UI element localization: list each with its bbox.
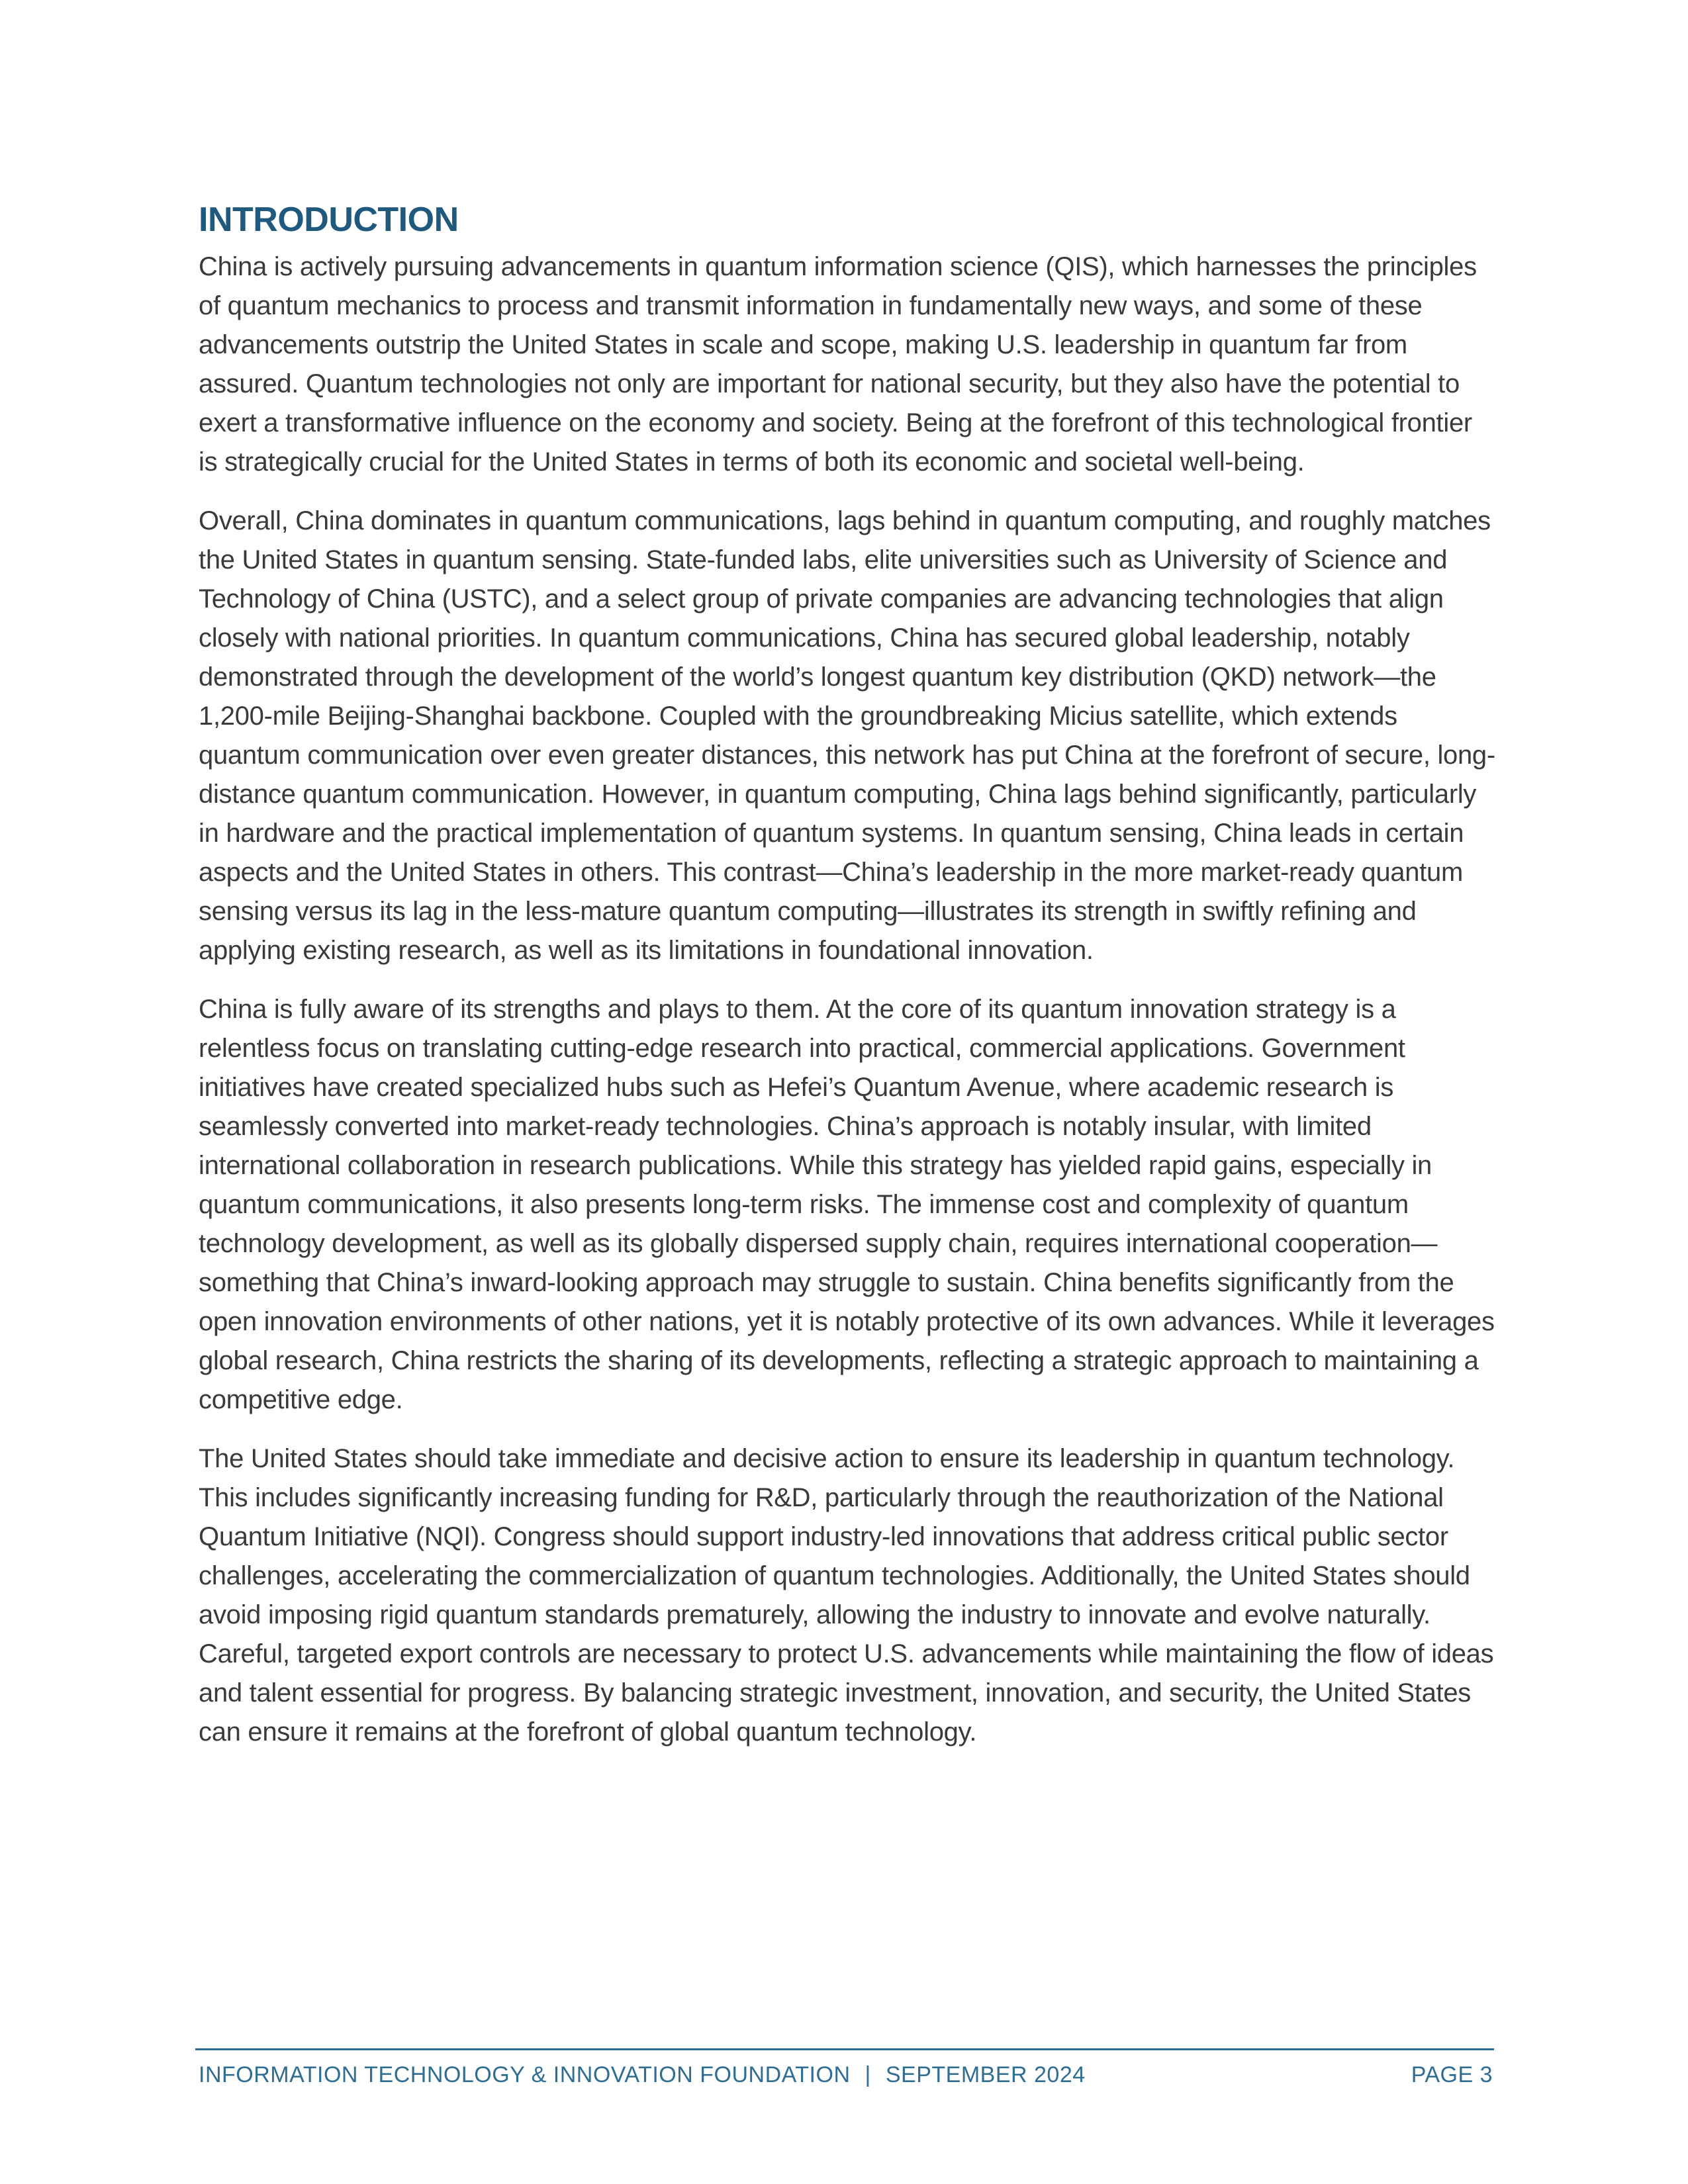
footer-left xyxy=(199,2062,1086,2088)
footer-page-number: PAGE 3 xyxy=(1411,2062,1493,2087)
footer-organization: INFORMATION TECHNOLOGY & INNOVATION FOUNDATION xyxy=(199,2062,851,2087)
footer-separator: | xyxy=(865,2062,871,2087)
paragraph-1: China is actively pursuing advancements in quantum information science (QIS), which harnesses the principles of quantum mechanics to process and transmit information in fundamentally new ways, and some of these advancements outstrip the United States in scale and scope, making U.S. leadership in quantum far from assured. Quantum technologies not only are important for national security, but they also have the potential to exert a transformative influence on the economy and society. Being at the forefront of this technological frontier is strategically crucial for the United States in terms of both its economic and societal well-being. xyxy=(199,252,1477,477)
footer-date: SEPTEMBER 2024 xyxy=(885,2062,1086,2087)
document-body xyxy=(199,199,1496,1772)
paragraph-4: The United States should take immediate and decisive action to ensure its leadership in quantum technology. This includes significantly increasing funding for R&D, particularly through the reauthorization of the National Quantum Initiative (NQI). Congress should support industry-led innovations that address critical public sector challenges, accelerating the commercialization of quantum technologies. Additionally, the United States should avoid imposing rigid quantum standards prematurely, allowing the industry to innovate and evolve naturally. Careful, targeted export controls are necessary to protect U.S. advancements while maintaining the flow of ideas and talent essential for progress. By balancing strategic investment, innovation, and security, the United States can ensure it remains at the forefront of global quantum technology. xyxy=(199,1444,1494,1747)
paragraph-3: China is fully aware of its strengths and plays to them. At the core of its quantum innovation strategy is a relentless focus on translating cutting-edge research into practical, commercial applications. Government initiatives have created specialized hubs such as Hefei’s Quantum Avenue, where academic research is seamlessly converted into market-ready technologies. China’s approach is notably insular, with limited international collaboration in research publications. While this strategy has yielded rapid gains, especially in quantum communications, it also presents long-term risks. The immense cost and complexity of quantum technology development, as well as its globally dispersed supply chain, requires international cooperation—something that China’s inward-looking approach may struggle to sustain. China benefits significantly from the open innovation environments of other nations, yet it is notably protective of its own advances. While it leverages global research, China restricts the sharing of its developments, reflecting a strategic approach to maintaining a competitive edge. xyxy=(199,995,1495,1414)
footer-divider xyxy=(195,2048,1494,2050)
section-heading: INTRODUCTION xyxy=(199,201,459,239)
paragraph-2: Overall, China dominates in quantum communications, lags behind in quantum computing, and roughly matches the United States in quantum sensing. State-funded labs, elite universities such as University of Science and Technology of China (USTC), and a select group of private companies are advancing technologies that align closely with national priorities. In quantum communications, China has secured global leadership, notably demonstrated through the development of the world’s longest quantum key distribution (QKD) network—the 1,200-mile Beijing-Shanghai backbone. Coupled with the groundbreaking Micius satellite, which extends quantum communication over even greater distances, this network has put China at the forefront of secure, long-distance quantum communication. However, in quantum computing, China lags behind significantly, particularly in hardware and the practical implementation of quantum systems. In quantum sensing, China leads in certain aspects and the United States in others. This contrast—China’s leadership in the more market-ready quantum sensing versus its lag in the less-mature quantum computing—illustrates its strength in swiftly refining and applying existing research, as well as its limitations in foundational innovation. xyxy=(199,506,1495,965)
